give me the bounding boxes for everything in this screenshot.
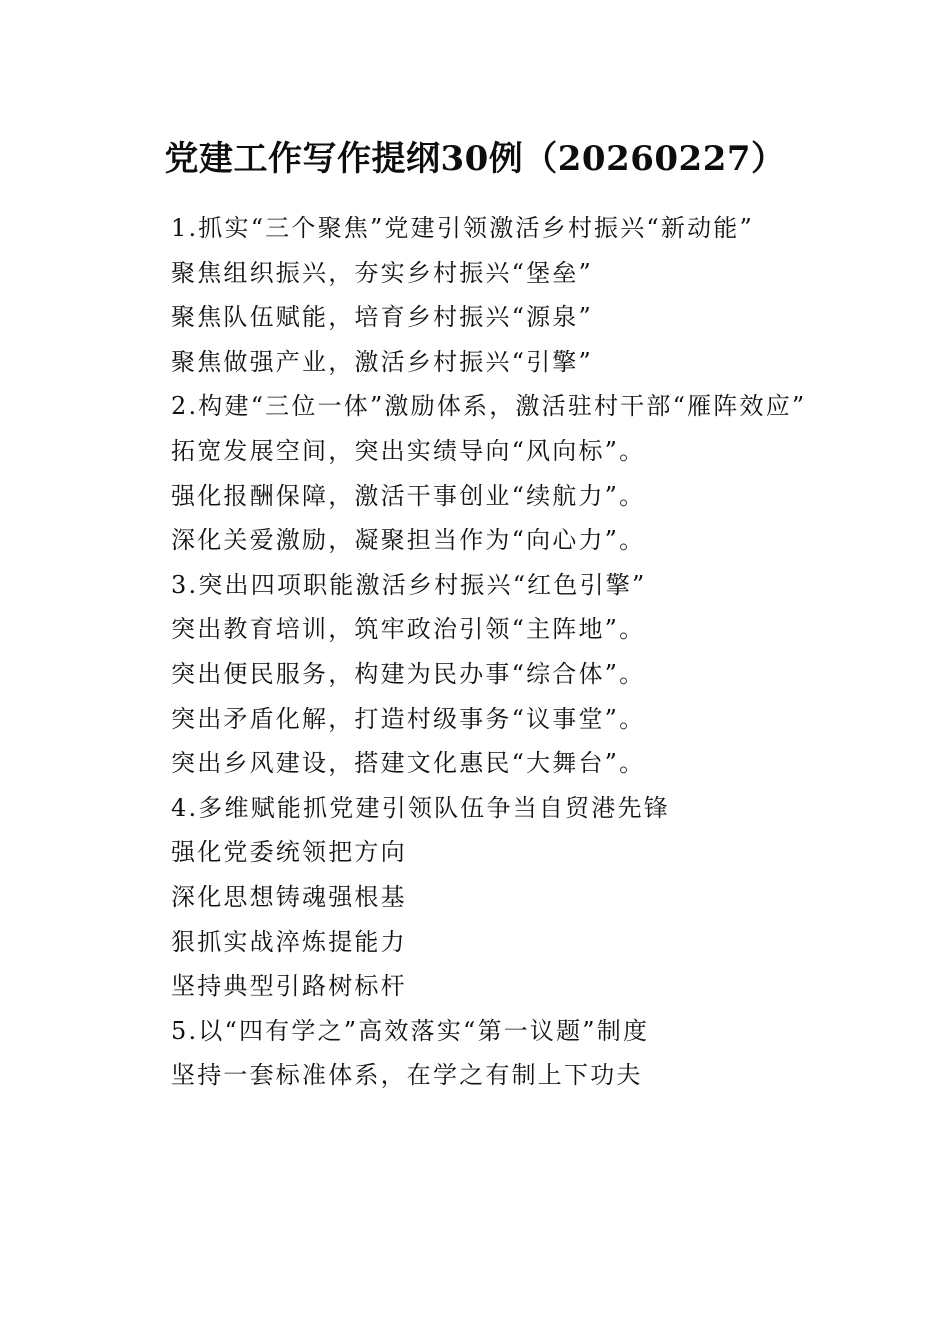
outline-heading-3: 3.突出四项职能激活乡村振兴“红色引擎” xyxy=(171,570,647,599)
outline-item: 狠抓实战淬炼提能力 xyxy=(171,927,407,956)
document-body xyxy=(118,206,833,1098)
outline-item: 强化党委统领把方向 xyxy=(171,838,407,867)
document-title: 党建工作写作提纲30例（20260227） xyxy=(164,139,786,179)
outline-item: 坚持典型引路树标杆 xyxy=(171,972,407,1001)
outline-item: 深化思想铸魂强根基 xyxy=(171,882,407,911)
outline-heading-4: 4.多维赋能抓党建引领队伍争当自贸港先锋 xyxy=(171,793,670,822)
outline-item: 聚焦队伍赋能，培育乡村振兴“源泉” xyxy=(171,303,593,332)
outline-item: 聚焦做强产业，激活乡村振兴“引擎” xyxy=(171,347,593,376)
outline-item: 突出矛盾化解，打造村级事务“议事堂”。 xyxy=(171,704,646,733)
outline-item: 强化报酬保障，激活干事创业“续航力”。 xyxy=(171,481,646,510)
outline-item: 突出教育培训，筑牢政治引领“主阵地”。 xyxy=(171,615,646,644)
outline-heading-1: 1.抓实“三个聚焦”党建引领激活乡村振兴“新动能” xyxy=(171,214,754,242)
outline-heading-2: 2.构建“三位一体”激励体系，激活驻村干部“雁阵效应” xyxy=(171,392,807,421)
outline-item: 聚焦组织振兴，夯实乡村振兴“堡垒” xyxy=(171,258,593,287)
outline-heading-5: 5.以“四有学之”高效落实“第一议题”制度 xyxy=(171,1016,650,1045)
outline-item: 突出乡风建设，搭建文化惠民“大舞台”。 xyxy=(171,749,646,778)
outline-item: 深化关爱激励，凝聚担当作为“向心力”。 xyxy=(171,526,646,555)
outline-item: 突出便民服务，构建为民办事“综合体”。 xyxy=(171,659,646,688)
outline-item: 坚持一套标准体系，在学之有制上下功夫 xyxy=(171,1061,643,1090)
outline-item: 拓宽发展空间，突出实绩导向“风向标”。 xyxy=(171,436,646,465)
